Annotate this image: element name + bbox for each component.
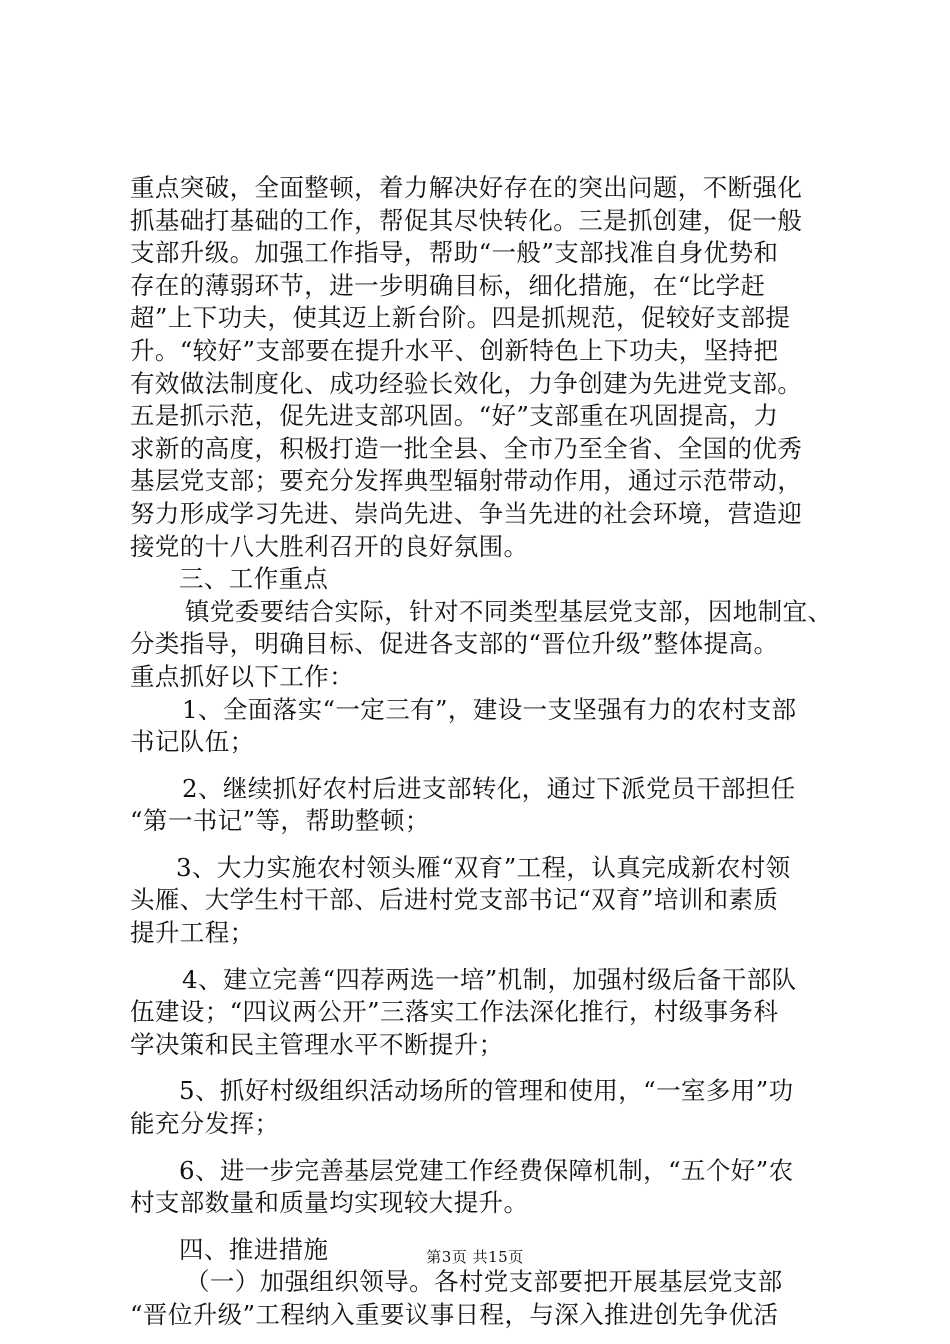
text-line: 接党的十八大胜利召开的良好氛围。: [130, 531, 529, 561]
text-line: 努力形成学习先进、崇尚先进、争当先进的社会环境，营造迎: [130, 498, 803, 528]
text-line: 五是抓示范，促先进支部巩固。“好”支部重在巩固提高，力: [130, 401, 779, 431]
text-line: 书记队伍；: [130, 727, 255, 757]
text-line: “第一书记”等，帮助整顿；: [130, 806, 430, 836]
text-line: 村支部数量和质量均实现较大提升。: [130, 1188, 529, 1218]
page-number-footer: 第3页 共15页: [426, 1248, 524, 1266]
text-line: “晋位升级”工程纳入重要议事日程，与深入推进创先争优活: [130, 1300, 779, 1329]
text-line: 提升工程；: [130, 918, 255, 948]
text-line: 分类指导，明确目标、促进各支部的“晋位升级”整体提高。: [130, 629, 779, 659]
document-body: [130, 172, 840, 1332]
text-line: 能充分发挥；: [130, 1109, 280, 1139]
spacer: [130, 838, 840, 852]
text-line: 伍建设；“四议两公开”三落实工作法深化推行，村级事务科: [130, 997, 779, 1027]
text-line: 镇党委要结合实际，针对不同类型基层党支部，因地制宜、: [185, 596, 833, 626]
text-line: 升。“较好”支部要在提升水平、创新特色上下功夫，坚持把: [130, 335, 779, 365]
text-line: （一）加强组织领导。各村党支部要把开展基层党支部: [185, 1267, 783, 1297]
spacer: [130, 1220, 840, 1234]
spacer: [130, 759, 840, 773]
list-item: 3、大力实施农村领头雁“双育”工程，认真完成新农村领: [176, 852, 791, 882]
list-item: 6、进一步完善基层党建工作经费保障机制，“五个好”农: [179, 1155, 794, 1185]
text-line: 头雁、大学生村干部、后进村党支部书记“双育”培训和素质: [130, 885, 779, 915]
text-line: 重点突破，全面整顿，着力解决好存在的突出问题，不断强化: [130, 173, 803, 202]
list-item: 5、抓好村级组织活动场所的管理和使用，“一室多用”功: [179, 1076, 794, 1106]
text-line: 抓基础打基础的工作，帮促其尽快转化。三是抓创建，促一般: [130, 205, 803, 235]
list-item: 4、建立完善“四荐两选一培”机制，加强村级后备干部队: [182, 964, 797, 994]
text-line: 支部升级。加强工作指导，帮助“一般”支部找准自身优势和: [130, 238, 779, 268]
text-line: 有效做法制度化、成功经验长效化，力争创建为先进党支部。: [130, 368, 803, 398]
text-line: 存在的薄弱环节，进一步明确目标，细化措施，在“比学赶: [130, 270, 766, 300]
list-item: 1、全面落实“一定三有”，建设一支坚强有力的农村支部: [182, 694, 797, 724]
spacer: [130, 1061, 840, 1075]
spacer: [130, 1141, 840, 1155]
text-line: 学决策和民主管理水平不断提升；: [130, 1029, 504, 1059]
section-heading: 四、推进措施: [179, 1234, 329, 1264]
text-line: 基层党支部；要充分发挥典型辐射带动作用，通过示范带动，: [130, 466, 803, 496]
spacer: [130, 950, 840, 964]
text-line: 求新的高度，积极打造一批全县、全市乃至全省、全国的优秀: [130, 433, 803, 463]
section-heading: 三、工作重点: [179, 564, 329, 594]
list-item: 2、继续抓好农村后进支部转化，通过下派党员干部担任: [182, 773, 796, 803]
text-line: 超”上下功夫，使其迈上新台阶。四是抓规范，促较好支部提: [130, 303, 791, 333]
text-line: 重点抓好以下工作：: [130, 661, 355, 691]
